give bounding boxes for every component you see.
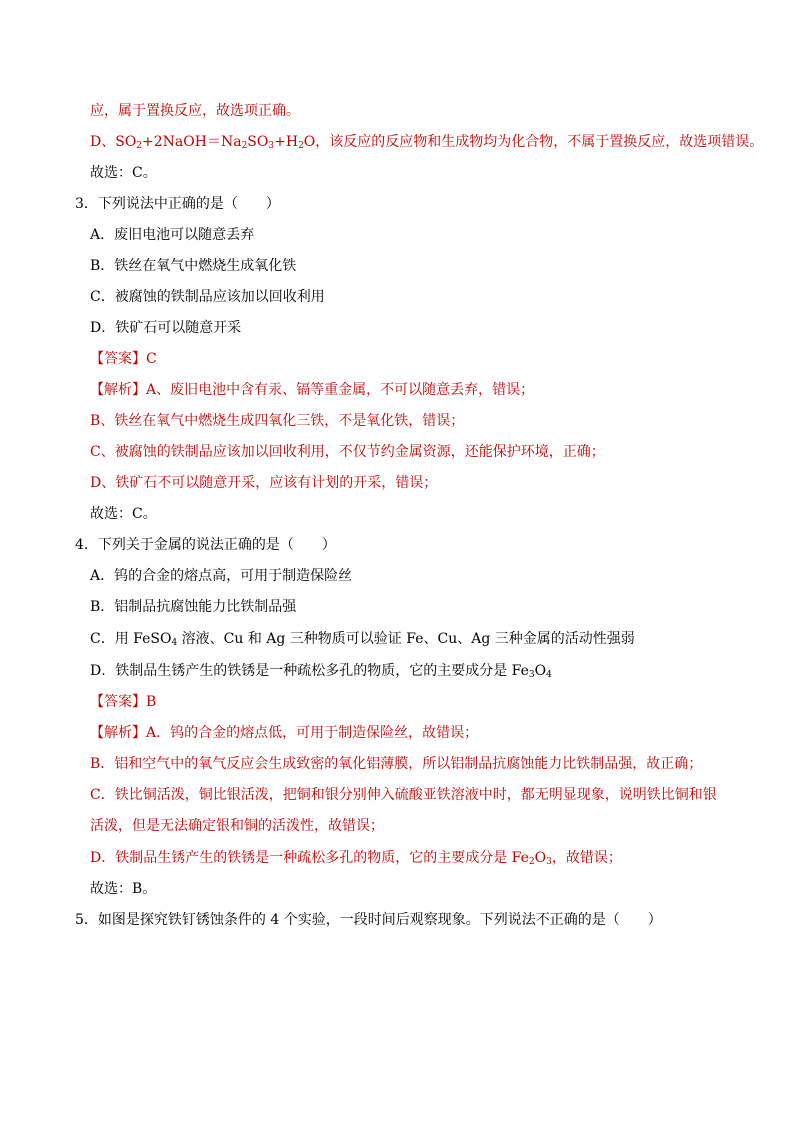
answer-tag: 【答案】 bbox=[90, 694, 146, 710]
q4-analysis-c1: C．铁比铜活泼，铜比银活泼，把铜和银分别伸入硫酸亚铁溶液中时，都无明显现象，说明铁比铜和银 bbox=[90, 787, 717, 803]
q3-analysis-c: C、被腐蚀的铁制品应该加以回收利用，不仅节约金属资源，还能保护环境，正确； bbox=[90, 444, 605, 460]
q3-analysis-d: D、铁矿石不可以随意开采，应该有计划的开采，错误； bbox=[90, 475, 438, 491]
q4-stem: 4．下列关于金属的说法正确的是（ ） bbox=[75, 537, 336, 553]
answer-value: C bbox=[146, 351, 157, 367]
q3-option-a: A．废旧电池可以随意丢弃 bbox=[90, 227, 255, 243]
q4-option-d: D．铁制品生锈产生的铁锈是一种疏松多孔的物质，它的主要成分是 $Fe_3O_4$ bbox=[90, 663, 552, 680]
q4-option-b: B．铝制品抗腐蚀能力比铁制品强 bbox=[90, 599, 297, 615]
q4-analysis-a: 【解析】A．钨的合金的熔点低，可用于制造保险丝，故错误； bbox=[90, 725, 479, 741]
q3-analysis-a: 【解析】A、废旧电池中含有汞、镉等重金属，不可以随意丢弃，错误； bbox=[90, 382, 535, 398]
q3-stem: 3．下列说法中正确的是（ ） bbox=[75, 196, 280, 212]
answer-tag: 【答案】 bbox=[90, 351, 146, 367]
q4-option-c: C．用 FeSO$_4$ 溶液、Cu 和 Ag 三种物质可以验证 Fe、Cu、Ag 三种金属的活动性强弱 bbox=[90, 631, 635, 648]
q3-option-c: C．被腐蚀的铁制品应该加以回收利用 bbox=[90, 289, 325, 305]
prev-choose: 故选：C。 bbox=[90, 165, 157, 181]
q4-choose: 故选：B。 bbox=[90, 881, 157, 897]
q4-analysis-d: D．铁制品生锈产生的铁锈是一种疏松多孔的物质，它的主要成分是 $Fe_2O_3$，故错误； bbox=[90, 850, 622, 867]
prev-analysis-line: 应，属于置换反应，故选项正确。 bbox=[90, 103, 300, 119]
q4-analysis-b: B．铝和空气中的氧气反应会生成致密的氧化铝薄膜，所以铝制品抗腐蚀能力比铁制品强，故正确； bbox=[90, 756, 703, 772]
q3-option-d: D．铁矿石可以随意开采 bbox=[90, 320, 242, 336]
q3-answer bbox=[90, 349, 157, 369]
q5-stem: 5．如图是探究铁钉锈蚀条件的 4 个实验，一段时间后观察现象。下列说法不正确的是（ ） bbox=[75, 912, 662, 928]
q4-answer bbox=[90, 692, 156, 712]
q3-option-b: B．铁丝在氧气中燃烧生成氧化铁 bbox=[90, 258, 297, 274]
q4-analysis-c2: 活泼，但是无法确定银和铜的活泼性，故错误； bbox=[90, 818, 384, 834]
q3-analysis-b: B、铁丝在氧气中燃烧生成四氧化三铁，不是氧化铁，错误； bbox=[90, 413, 465, 429]
q4-option-a: A．钨的合金的熔点高，可用于制造保险丝 bbox=[90, 568, 353, 584]
analysis-tag: 【解析】 bbox=[90, 382, 146, 398]
q3-choose: 故选：C。 bbox=[90, 506, 157, 522]
prev-analysis-option-d: D、$SO_2+2NaOH=Na_2SO_3+H_2O$，该反应的反应物和生成物均为化合物，不属于置换反应，故选项错误。 bbox=[90, 134, 764, 151]
answer-value: B bbox=[146, 694, 157, 710]
analysis-tag: 【解析】 bbox=[90, 725, 146, 741]
